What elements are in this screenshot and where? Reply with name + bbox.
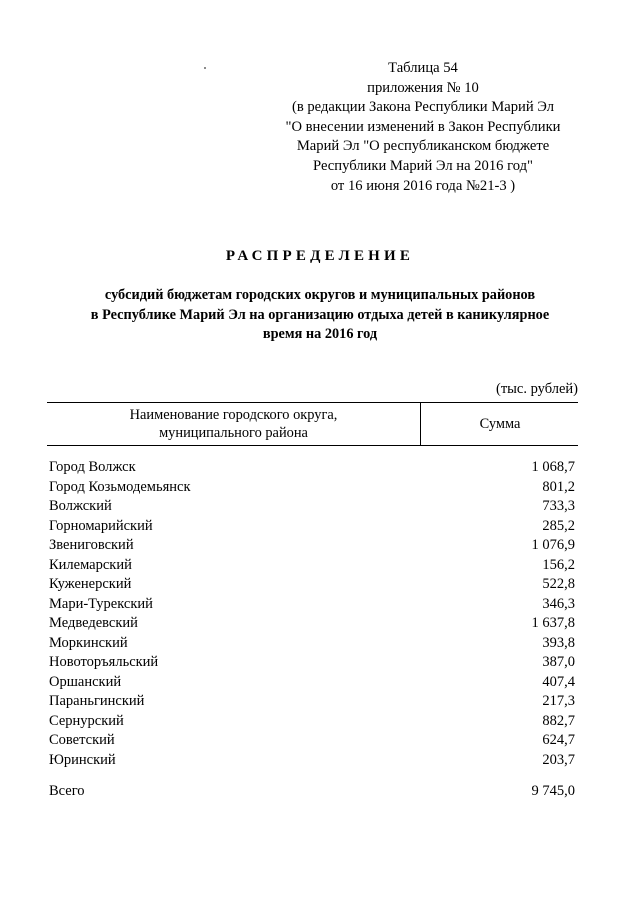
header-line-law-title-3: Республики Марий Эл на 2016 год"	[313, 157, 533, 174]
table-row	[49, 556, 575, 576]
row-sum: 285,2	[542, 517, 575, 534]
row-sum: 624,7	[542, 732, 575, 748]
row-name: Параньгинский	[49, 693, 145, 709]
table-row	[49, 634, 575, 654]
table-body	[49, 458, 575, 770]
row-sum: 203,7	[542, 751, 575, 768]
table-row	[49, 497, 575, 517]
row-sum: 882,7	[542, 712, 575, 729]
header-line-law-title-1: "О внесении изменений в Закон Республики	[285, 118, 561, 135]
row-name: Советский	[49, 732, 115, 748]
header-line-edition: (в редакции Закона Республики Марий Эл	[291, 99, 555, 116]
row-name: Звениговский	[49, 537, 134, 553]
table-row	[49, 614, 575, 634]
header-line-appendix: приложения № 10	[367, 79, 479, 96]
table-row	[49, 751, 575, 771]
row-name: Сернурский	[49, 712, 124, 729]
table-row	[49, 673, 575, 693]
row-name: Моркинский	[49, 634, 128, 651]
row-sum: 387,0	[542, 654, 575, 670]
row-sum: 217,3	[542, 693, 575, 709]
total-sum: 9 745,0	[531, 783, 575, 799]
table-row	[49, 536, 575, 556]
row-sum: 1 637,8	[531, 615, 575, 631]
row-sum: 522,8	[542, 576, 575, 592]
header-line-law-date: от 16 июня 2016 года №21-3 )	[330, 177, 516, 194]
column-header-name	[47, 403, 421, 445]
table-row	[49, 692, 575, 712]
row-name: Килемарский	[49, 556, 132, 573]
document-subtitle	[60, 286, 580, 345]
column-header-sum: Сумма	[479, 416, 521, 432]
subtitle-line: субсидий бюджетам городских округов и муниципальных районов	[104, 287, 536, 303]
table-row	[49, 458, 575, 478]
table-row	[49, 712, 575, 732]
row-name: Куженерский	[49, 576, 132, 592]
row-name: Город Козьмодемьянск	[49, 478, 191, 495]
row-name: Медведевский	[49, 615, 138, 631]
row-sum: 1 076,9	[531, 537, 575, 553]
table-row	[49, 575, 575, 595]
scan-speck	[204, 67, 206, 69]
appendix-header	[260, 59, 586, 196]
column-header-name-line: Наименование городского округа,	[129, 407, 338, 423]
row-sum: 156,2	[542, 556, 575, 573]
row-sum: 1 068,7	[531, 459, 575, 475]
table-row	[49, 595, 575, 615]
row-name: Город Волжск	[49, 459, 136, 475]
table-row	[49, 731, 575, 751]
column-header-name-line: муниципального района	[159, 425, 308, 441]
row-sum: 801,2	[542, 478, 575, 495]
row-name: Оршанский	[49, 673, 122, 690]
document-title: РАСПРЕДЕЛЕНИЕ	[225, 248, 415, 264]
table-header	[47, 402, 578, 446]
subtitle-line: в Республике Марий Эл на организацию отдыха детей в каникулярное	[90, 306, 550, 323]
row-sum: 733,3	[542, 498, 575, 514]
header-line-table-number: Таблица 54	[388, 60, 458, 76]
row-sum: 346,3	[542, 595, 575, 612]
row-name: Мари-Турекский	[49, 595, 153, 612]
units-label: (тыс. рублей)	[496, 381, 578, 397]
row-sum: 407,4	[542, 673, 575, 690]
table-total-row	[49, 782, 575, 802]
table-row	[49, 653, 575, 673]
header-line-law-title-2: Марий Эл "О республиканском бюджете	[296, 138, 550, 155]
row-name: Волжский	[49, 498, 112, 514]
total-label: Всего	[49, 783, 85, 799]
subtitle-line: время на 2016 год	[262, 326, 378, 342]
row-name: Юринский	[49, 751, 116, 768]
table-row	[49, 478, 575, 498]
row-name: Горномарийский	[49, 517, 153, 534]
table-row	[49, 517, 575, 537]
row-name: Новоторъяльский	[49, 654, 159, 670]
row-sum: 393,8	[542, 634, 575, 651]
